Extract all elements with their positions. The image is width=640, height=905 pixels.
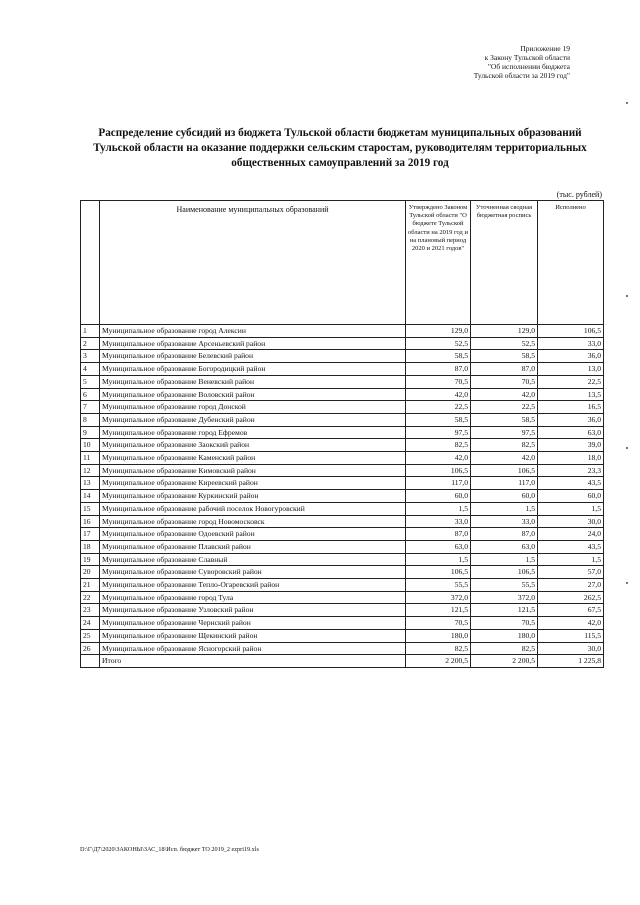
scan-mark: [626, 582, 628, 584]
row-number: 19: [81, 553, 100, 566]
row-number: 20: [81, 566, 100, 579]
row-executed: 23,3: [538, 464, 604, 477]
table-row: [81, 515, 604, 528]
row-executed: 262,5: [538, 591, 604, 604]
row-number: 21: [81, 579, 100, 592]
row-number: 10: [81, 439, 100, 452]
row-approved: 52,5: [406, 337, 471, 350]
row-executed: 57,0: [538, 566, 604, 579]
row-name: Муниципальное образование Белевский район: [100, 350, 406, 363]
row-name: Муниципальное образование Воловский район: [100, 388, 406, 401]
row-number: 1: [81, 325, 100, 338]
row-number: 11: [81, 452, 100, 465]
subsidy-table: [80, 200, 604, 668]
row-refined: 121,5: [471, 604, 538, 617]
row-executed: 36,0: [538, 413, 604, 426]
row-approved: 129,0: [406, 325, 471, 338]
row-number: 14: [81, 490, 100, 503]
row-number: 3: [81, 350, 100, 363]
total-executed: 1 225,8: [538, 655, 604, 668]
row-number: 24: [81, 617, 100, 630]
row-refined: 129,0: [471, 325, 538, 338]
appendix-line-3: "Об исполнении бюджета: [487, 62, 570, 71]
row-approved: 1,5: [406, 502, 471, 515]
row-name: Муниципальное образование Чернский район: [100, 617, 406, 630]
row-name: Муниципальное образование Заокский район: [100, 439, 406, 452]
table-row: [81, 363, 604, 376]
row-refined: 33,0: [471, 515, 538, 528]
table-row: [81, 528, 604, 541]
title-line-2: Тульской области на оказание поддержки сельским старостам, руководителям территориальных: [93, 142, 587, 154]
table-row: [81, 490, 604, 503]
row-refined: 70,5: [471, 617, 538, 630]
row-refined: 63,0: [471, 540, 538, 553]
table-row: [81, 464, 604, 477]
row-name: Муниципальное образование рабочий поселок Новогуровский: [100, 502, 406, 515]
row-refined: 372,0: [471, 591, 538, 604]
row-number: 26: [81, 642, 100, 655]
row-name: Муниципальное образование Плавский район: [100, 540, 406, 553]
row-executed: 39,0: [538, 439, 604, 452]
row-number: 22: [81, 591, 100, 604]
title-line-3: общественных самоуправлений за 2019 год: [231, 157, 449, 169]
row-number: 12: [81, 464, 100, 477]
row-name: Муниципальное образование Богородицкий район: [100, 363, 406, 376]
header-refined: Уточненная сводная бюджетная роспись: [471, 201, 538, 325]
total-approved: 2 200,5: [406, 655, 471, 668]
unit-label: (тыс. рублей): [556, 190, 602, 199]
table-header-row: [81, 201, 604, 325]
row-approved: 106,5: [406, 464, 471, 477]
row-refined: 87,0: [471, 528, 538, 541]
row-executed: 13,0: [538, 363, 604, 376]
row-refined: 82,5: [471, 439, 538, 452]
table-row: [81, 591, 604, 604]
table-row: [81, 337, 604, 350]
row-approved: 180,0: [406, 629, 471, 642]
row-executed: 36,0: [538, 350, 604, 363]
row-name: Муниципальное образование город Тула: [100, 591, 406, 604]
row-approved: 63,0: [406, 540, 471, 553]
row-executed: 30,0: [538, 515, 604, 528]
row-approved: 117,0: [406, 477, 471, 490]
table-row: [81, 350, 604, 363]
table-row: [81, 502, 604, 515]
row-refined: 87,0: [471, 363, 538, 376]
row-name: Муниципальное образование Кимовский район: [100, 464, 406, 477]
row-approved: 372,0: [406, 591, 471, 604]
row-refined: 106,5: [471, 566, 538, 579]
row-name: Муниципальное образование Одоевский район: [100, 528, 406, 541]
row-number: 23: [81, 604, 100, 617]
row-refined: 42,0: [471, 388, 538, 401]
row-name: Муниципальное образование город Алексин: [100, 325, 406, 338]
row-refined: 180,0: [471, 629, 538, 642]
row-refined: 1,5: [471, 553, 538, 566]
total-number: [81, 655, 100, 668]
table-row: [81, 540, 604, 553]
row-executed: 30,0: [538, 642, 604, 655]
table-row: [81, 452, 604, 465]
total-refined: 2 200,5: [471, 655, 538, 668]
row-name: Муниципальное образование Киреевский район: [100, 477, 406, 490]
row-number: 18: [81, 540, 100, 553]
row-executed: 1,5: [538, 502, 604, 515]
table-body: [81, 325, 604, 655]
row-refined: 117,0: [471, 477, 538, 490]
row-approved: 42,0: [406, 452, 471, 465]
table-row: [81, 642, 604, 655]
row-approved: 70,5: [406, 375, 471, 388]
appendix-note: [380, 44, 570, 80]
row-number: 2: [81, 337, 100, 350]
header-name: Наименование муниципальных образований: [100, 201, 406, 325]
row-approved: 55,5: [406, 579, 471, 592]
row-approved: 70,5: [406, 617, 471, 630]
row-executed: 13,5: [538, 388, 604, 401]
row-refined: 55,5: [471, 579, 538, 592]
row-executed: 115,5: [538, 629, 604, 642]
row-approved: 82,5: [406, 642, 471, 655]
row-number: 16: [81, 515, 100, 528]
table-row: [81, 439, 604, 452]
file-path: D:\Г\Д7\2020\ЗАКОНЫ\ЗАС_18\Исп. бюджет ТО 2019_2 ezpri19.xls: [80, 846, 259, 853]
header-number: [81, 201, 100, 325]
table-row: [81, 604, 604, 617]
row-refined: 42,0: [471, 452, 538, 465]
row-executed: 24,0: [538, 528, 604, 541]
row-name: Муниципальное образование город Донской: [100, 401, 406, 414]
row-refined: 70,5: [471, 375, 538, 388]
row-name: Муниципальное образование Тепло-Огаревский район: [100, 579, 406, 592]
row-executed: 1,5: [538, 553, 604, 566]
row-number: 7: [81, 401, 100, 414]
row-name: Муниципальное образование город Новомосковск: [100, 515, 406, 528]
row-executed: 43,5: [538, 540, 604, 553]
row-refined: 60,0: [471, 490, 538, 503]
table-row: [81, 553, 604, 566]
row-approved: 58,5: [406, 350, 471, 363]
row-refined: 106,5: [471, 464, 538, 477]
row-approved: 33,0: [406, 515, 471, 528]
table-row: [81, 477, 604, 490]
row-executed: 67,5: [538, 604, 604, 617]
row-executed: 106,5: [538, 325, 604, 338]
title-line-1: Распределение субсидий из бюджета Тульской области бюджетам муниципальных образований: [98, 127, 582, 139]
row-approved: 42,0: [406, 388, 471, 401]
table-row: [81, 579, 604, 592]
row-number: 9: [81, 426, 100, 439]
row-executed: 16,5: [538, 401, 604, 414]
row-name: Муниципальное образование Славный: [100, 553, 406, 566]
row-number: 17: [81, 528, 100, 541]
row-executed: 63,0: [538, 426, 604, 439]
row-approved: 58,5: [406, 413, 471, 426]
row-number: 25: [81, 629, 100, 642]
row-name: Муниципальное образование Арсеньевский район: [100, 337, 406, 350]
document-title: [70, 126, 610, 171]
row-number: 15: [81, 502, 100, 515]
table-row: [81, 388, 604, 401]
table-row: [81, 375, 604, 388]
row-refined: 58,5: [471, 350, 538, 363]
row-executed: 33,0: [538, 337, 604, 350]
row-name: Муниципальное образование Суворовский район: [100, 566, 406, 579]
row-name: Муниципальное образование Узловский район: [100, 604, 406, 617]
row-approved: 87,0: [406, 528, 471, 541]
row-number: 4: [81, 363, 100, 376]
row-approved: 121,5: [406, 604, 471, 617]
scan-mark: [626, 295, 628, 297]
header-executed: Исполнено: [538, 201, 604, 325]
row-number: 8: [81, 413, 100, 426]
scan-mark: [626, 447, 628, 449]
row-number: 5: [81, 375, 100, 388]
appendix-line-2: к Закону Тульской области: [484, 53, 570, 62]
row-approved: 106,5: [406, 566, 471, 579]
table-row: [81, 617, 604, 630]
row-name: Муниципальное образование Каменский район: [100, 452, 406, 465]
row-refined: 1,5: [471, 502, 538, 515]
row-executed: 27,0: [538, 579, 604, 592]
row-approved: 22,5: [406, 401, 471, 414]
row-approved: 97,5: [406, 426, 471, 439]
appendix-line-1: Приложение 19: [520, 44, 570, 53]
row-refined: 22,5: [471, 401, 538, 414]
total-label: Итого: [100, 655, 406, 668]
row-approved: 60,0: [406, 490, 471, 503]
header-approved: Утверждено Законом Тульской области "О бюджете Тульской области на 2019 год и на плановый период 2020 и 2021 годов": [406, 201, 471, 325]
row-approved: 1,5: [406, 553, 471, 566]
appendix-line-4: Тульской области за 2019 год": [473, 71, 570, 80]
row-executed: 22,5: [538, 375, 604, 388]
scan-mark: [626, 102, 628, 104]
table-row: [81, 629, 604, 642]
row-executed: 43,5: [538, 477, 604, 490]
row-name: Муниципальное образование Щекинский район: [100, 629, 406, 642]
table-row: [81, 413, 604, 426]
row-name: Муниципальное образование Веневский район: [100, 375, 406, 388]
row-refined: 52,5: [471, 337, 538, 350]
table-row: [81, 566, 604, 579]
table-row: [81, 401, 604, 414]
row-refined: 82,5: [471, 642, 538, 655]
row-number: 6: [81, 388, 100, 401]
row-executed: 18,0: [538, 452, 604, 465]
row-executed: 42,0: [538, 617, 604, 630]
row-refined: 97,5: [471, 426, 538, 439]
row-refined: 58,5: [471, 413, 538, 426]
row-approved: 87,0: [406, 363, 471, 376]
table-row: [81, 325, 604, 338]
row-name: Муниципальное образование город Ефремов: [100, 426, 406, 439]
row-name: Муниципальное образование Куркинский район: [100, 490, 406, 503]
row-number: 13: [81, 477, 100, 490]
total-row: [81, 655, 604, 668]
row-approved: 82,5: [406, 439, 471, 452]
row-executed: 60,0: [538, 490, 604, 503]
row-name: Муниципальное образование Дубенский район: [100, 413, 406, 426]
table-row: [81, 426, 604, 439]
row-name: Муниципальное образование Ясногорский район: [100, 642, 406, 655]
